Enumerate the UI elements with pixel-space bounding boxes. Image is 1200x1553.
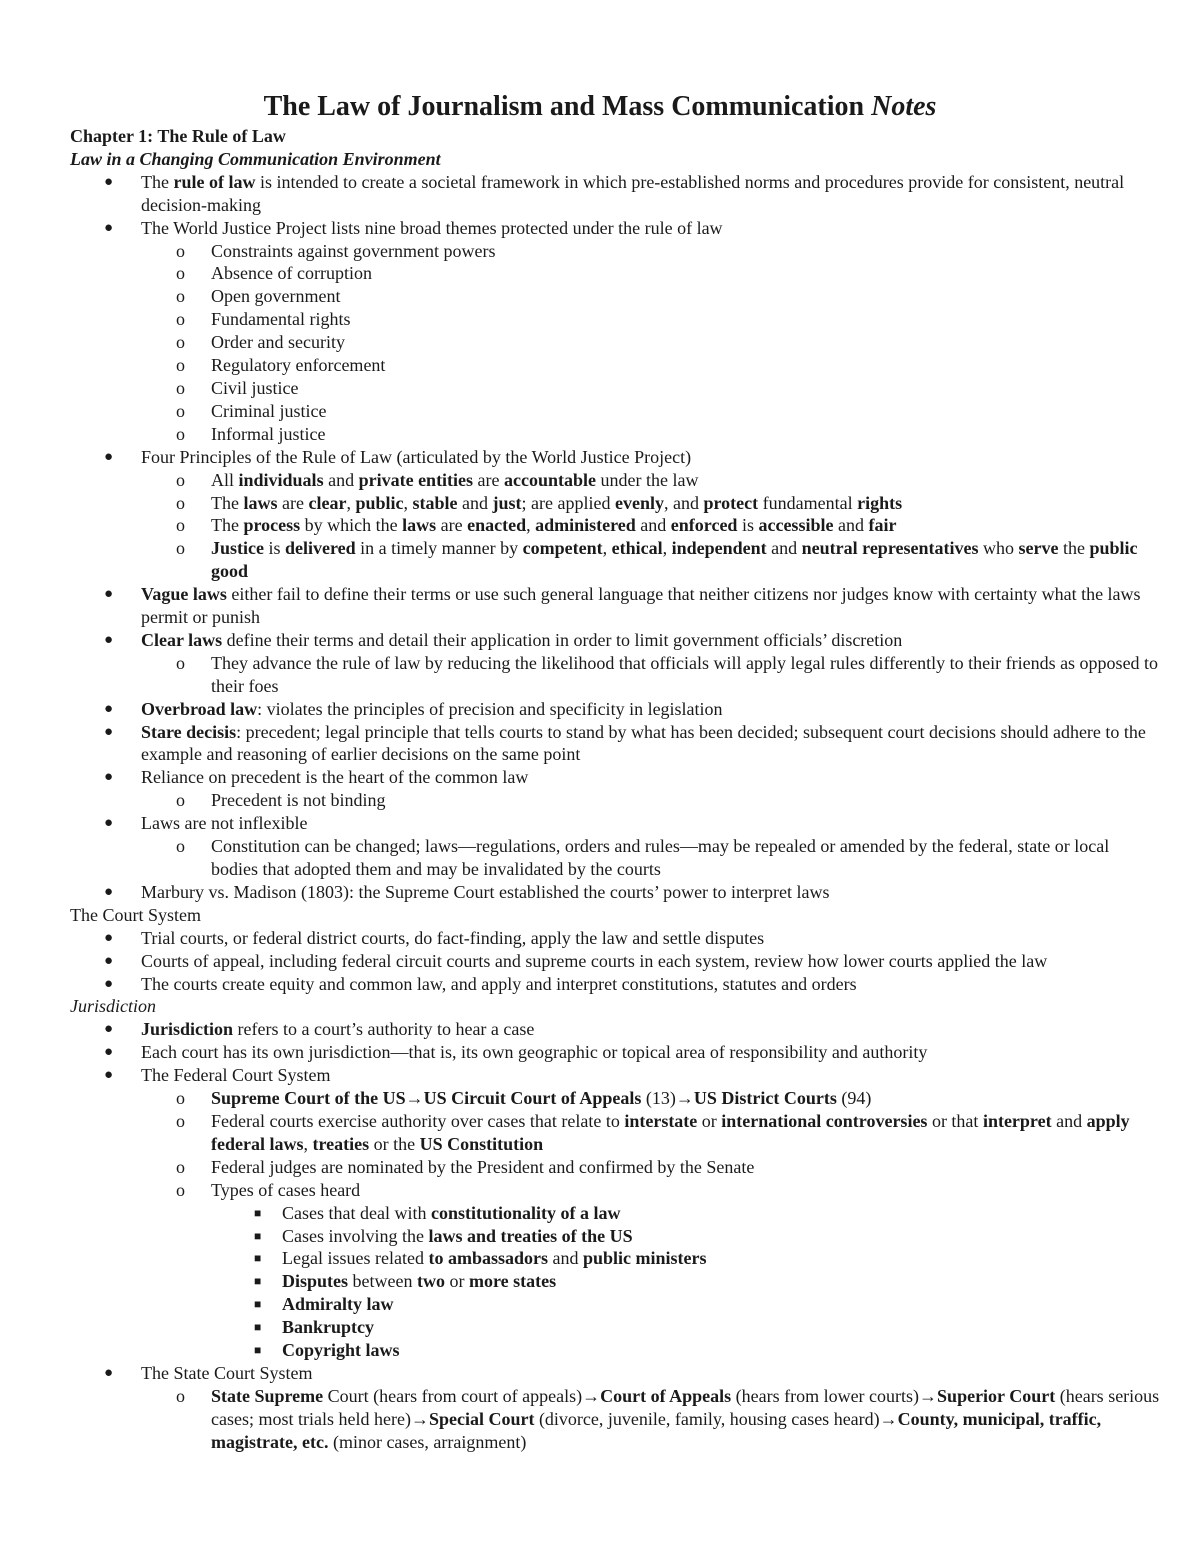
- list-item: [70, 331, 1160, 354]
- filled-circle-bullet-icon: ●: [104, 883, 114, 900]
- filled-circle-bullet-icon: ●: [104, 448, 114, 465]
- list-item-text: Open government: [211, 286, 341, 307]
- list-item-text: Marbury vs. Madison (1803): the Supreme Court established the courts’ power to interpret laws: [141, 881, 830, 902]
- list-item-text: Constraints against government powers: [211, 240, 496, 261]
- list-item: [70, 1087, 1160, 1110]
- letter-o-bullet-icon: o: [176, 469, 185, 490]
- list-item: [70, 285, 1160, 308]
- list-item: [70, 469, 1160, 492]
- letter-o-bullet-icon: o: [176, 538, 185, 559]
- list-item: [70, 973, 1160, 996]
- list-item-text: The State Court System: [141, 1362, 313, 1383]
- list-item-text: Justice is delivered in a timely manner by competent, ethical, independent and neutral representatives who serve the public good: [211, 538, 1138, 582]
- title-suffix: Notes: [871, 90, 937, 122]
- list-item-text: Bankruptcy: [282, 1317, 375, 1338]
- list-item-text: Trial courts, or federal district courts, do fact-finding, apply the law and settle disputes: [141, 927, 765, 948]
- letter-o-bullet-icon: o: [176, 423, 185, 444]
- filled-circle-bullet-icon: ●: [104, 586, 114, 603]
- list-item-text: The process by which the laws are enacted, administered and enforced is accessible and fair: [211, 515, 897, 536]
- list-item: [70, 217, 1160, 240]
- filled-circle-bullet-icon: ●: [104, 631, 114, 648]
- document-body: [70, 125, 1160, 1454]
- list-item-text: All individuals and private entities are accountable under the law: [211, 469, 699, 490]
- list-item: [70, 1270, 1160, 1293]
- list-item-text: The courts create equity and common law, and apply and interpret constitutions, statutes and orders: [141, 973, 857, 994]
- list-item: [70, 789, 1160, 812]
- list-item: [70, 492, 1160, 515]
- list-item: [70, 1316, 1160, 1339]
- list-item-text: Jurisdiction refers to a court’s authority to hear a case: [141, 1019, 535, 1040]
- list-item-text: Courts of appeal, including federal circuit courts and supreme courts in each system, review how lower courts applied the law: [141, 950, 1048, 971]
- letter-o-bullet-icon: o: [176, 1179, 185, 1200]
- list-item: [70, 446, 1160, 469]
- list-item-text: Each court has its own jurisdiction—that is, its own geographic or topical area of responsibility and authority: [141, 1042, 928, 1063]
- list-item: [70, 1110, 1160, 1156]
- list-item-text: Cases involving the laws and treaties of the US: [282, 1225, 633, 1246]
- list-item-text: Overbroad law: violates the principles of precision and specificity in legislation: [141, 698, 723, 719]
- square-bullet-icon: ■: [254, 1320, 262, 1335]
- list-item: [70, 262, 1160, 285]
- list-item: [70, 1385, 1160, 1454]
- filled-circle-bullet-icon: ●: [104, 1067, 114, 1084]
- list-item-text: The World Justice Project lists nine broad themes protected under the rule of law: [141, 217, 723, 238]
- letter-o-bullet-icon: o: [176, 515, 185, 536]
- list-item: [70, 881, 1160, 904]
- filled-circle-bullet-icon: ●: [104, 1364, 114, 1381]
- list-item-text: The Federal Court System: [141, 1065, 331, 1086]
- letter-o-bullet-icon: o: [176, 355, 185, 376]
- list-item-text: The rule of law is intended to create a societal framework in which pre-established norms and procedures provide for consistent, neutral decision-making: [141, 171, 1125, 215]
- filled-circle-bullet-icon: ●: [104, 1044, 114, 1061]
- list-item: [70, 927, 1160, 950]
- list-item: [70, 1156, 1160, 1179]
- letter-o-bullet-icon: o: [176, 1110, 185, 1131]
- list-item: [70, 1362, 1160, 1385]
- filled-circle-bullet-icon: ●: [104, 769, 114, 786]
- list-item: [70, 652, 1160, 698]
- square-bullet-icon: ■: [254, 1274, 262, 1289]
- letter-o-bullet-icon: o: [176, 400, 185, 421]
- letter-o-bullet-icon: o: [176, 332, 185, 353]
- list-item-text: Legal issues related to ambassadors and public ministers: [282, 1248, 707, 1269]
- chapter-heading: Chapter 1: The Rule of Law: [70, 126, 286, 146]
- list-item: [70, 354, 1160, 377]
- list-item: [70, 835, 1160, 881]
- list-item: [70, 583, 1160, 629]
- filled-circle-bullet-icon: ●: [104, 975, 114, 992]
- letter-o-bullet-icon: o: [176, 652, 185, 673]
- square-bullet-icon: ■: [254, 1343, 262, 1358]
- letter-o-bullet-icon: o: [176, 790, 185, 811]
- list-item: [70, 171, 1160, 217]
- court-system-heading: The Court System: [70, 904, 201, 925]
- square-bullet-icon: ■: [254, 1228, 262, 1243]
- filled-circle-bullet-icon: ●: [104, 1021, 114, 1038]
- list-item-text: Fundamental rights: [211, 309, 351, 330]
- letter-o-bullet-icon: o: [176, 263, 185, 284]
- list-item-text: Disputes between two or more states: [282, 1271, 557, 1292]
- list-item: [70, 1247, 1160, 1270]
- jurisdiction-list: [70, 1018, 1160, 1453]
- list-item: [70, 400, 1160, 423]
- list-item: [70, 698, 1160, 721]
- list-item: [70, 240, 1160, 263]
- list-item-text: Types of cases heard: [211, 1179, 361, 1200]
- list-item-text: Civil justice: [211, 377, 299, 398]
- letter-o-bullet-icon: o: [176, 492, 185, 513]
- list-item: [70, 1179, 1160, 1202]
- list-item: [70, 1064, 1160, 1087]
- letter-o-bullet-icon: o: [176, 836, 185, 857]
- list-item-text: Reliance on precedent is the heart of the common law: [141, 767, 529, 788]
- list-item: [70, 423, 1160, 446]
- letter-o-bullet-icon: o: [176, 286, 185, 307]
- list-item-text: Admiralty law: [282, 1294, 394, 1315]
- list-item: [70, 812, 1160, 835]
- filled-circle-bullet-icon: ●: [104, 723, 114, 740]
- list-item: [70, 1018, 1160, 1041]
- list-item: [70, 537, 1160, 583]
- letter-o-bullet-icon: o: [176, 1385, 185, 1406]
- filled-circle-bullet-icon: ●: [104, 219, 114, 236]
- document-title: [0, 87, 1200, 127]
- list-item-text: State Supreme Court (hears from court of appeals)→Court of Appeals (hears from lower courts)→Superior Court (hears serious cases; most trials held here)→Special Court (divorce, juvenile, family, housing cases heard)→County, municipal, traffic, magistrate, etc. (minor cases, arraignment): [211, 1385, 1160, 1452]
- list-item-text: They advance the rule of law by reducing the likelihood that officials will apply legal rules differently to their friends as opposed to their foes: [211, 652, 1159, 696]
- list-item-text: The laws are clear, public, stable and just; are applied evenly, and protect fundamental rights: [211, 492, 903, 513]
- square-bullet-icon: ■: [254, 1205, 262, 1220]
- title-main: The Law of Journalism and Mass Communication: [263, 90, 865, 122]
- letter-o-bullet-icon: o: [176, 240, 185, 261]
- list-item: [70, 377, 1160, 400]
- list-item-text: Criminal justice: [211, 400, 327, 421]
- list-item: [70, 629, 1160, 652]
- filled-circle-bullet-icon: ●: [104, 929, 114, 946]
- court-system-list: [70, 927, 1160, 996]
- list-item-text: Absence of corruption: [211, 263, 372, 284]
- list-item: [70, 766, 1160, 789]
- list-item: [70, 1225, 1160, 1248]
- list-item: [70, 1202, 1160, 1225]
- list-item-text: Informal justice: [211, 423, 326, 444]
- square-bullet-icon: ■: [254, 1297, 262, 1312]
- letter-o-bullet-icon: o: [176, 309, 185, 330]
- list-item-text: Federal courts exercise authority over cases that relate to interstate or international controversies or that interpret and apply federal laws, treaties or the US Constitution: [211, 1110, 1130, 1154]
- jurisdiction-heading: Jurisdiction: [70, 996, 156, 1017]
- list-item-text: Stare decisis: precedent; legal principle that tells courts to stand by what has been decided; subsequent court decisions should adhere to the example and reasoning of earlier decisions on the same point: [141, 721, 1146, 765]
- list-item-text: Regulatory enforcement: [211, 355, 386, 376]
- list-item: [70, 308, 1160, 331]
- list-item: [70, 950, 1160, 973]
- section-heading: Law in a Changing Communication Environment: [70, 148, 441, 169]
- list-item: [70, 514, 1160, 537]
- list-item-text: Order and security: [211, 332, 345, 353]
- list-item-text: Four Principles of the Rule of Law (articulated by the World Justice Project): [141, 446, 692, 467]
- filled-circle-bullet-icon: ●: [104, 815, 114, 832]
- list-item: [70, 721, 1160, 767]
- square-bullet-icon: ■: [254, 1251, 262, 1266]
- letter-o-bullet-icon: o: [176, 377, 185, 398]
- list-item-text: Federal judges are nominated by the President and confirmed by the Senate: [211, 1156, 755, 1177]
- list-item-text: Precedent is not binding: [211, 790, 386, 811]
- filled-circle-bullet-icon: ●: [104, 173, 114, 190]
- filled-circle-bullet-icon: ●: [104, 700, 114, 717]
- list-item: [70, 1041, 1160, 1064]
- letter-o-bullet-icon: o: [176, 1088, 185, 1109]
- list-item: [70, 1339, 1160, 1362]
- letter-o-bullet-icon: o: [176, 1156, 185, 1177]
- list-item-text: Vague laws either fail to define their terms or use such general language that neither citizens nor judges know with certainty what the laws permit or punish: [141, 584, 1141, 628]
- list-item-text: Cases that deal with constitutionality of a law: [282, 1202, 621, 1223]
- list-item-text: Laws are not inflexible: [141, 813, 308, 834]
- filled-circle-bullet-icon: ●: [104, 952, 114, 969]
- list-item-text: Supreme Court of the US→US Circuit Court of Appeals (13)→US District Courts (94): [211, 1088, 872, 1109]
- list-item-text: Clear laws define their terms and detail their application in order to limit government officials’ discretion: [141, 629, 903, 650]
- list-item-text: Constitution can be changed; laws—regulations, orders and rules—may be repealed or amended by the federal, state or local bodies that adopted them and may be invalidated by the courts: [211, 836, 1110, 879]
- rule-of-law-list: [70, 171, 1160, 904]
- list-item-text: Copyright laws: [282, 1340, 400, 1361]
- list-item: [70, 1293, 1160, 1316]
